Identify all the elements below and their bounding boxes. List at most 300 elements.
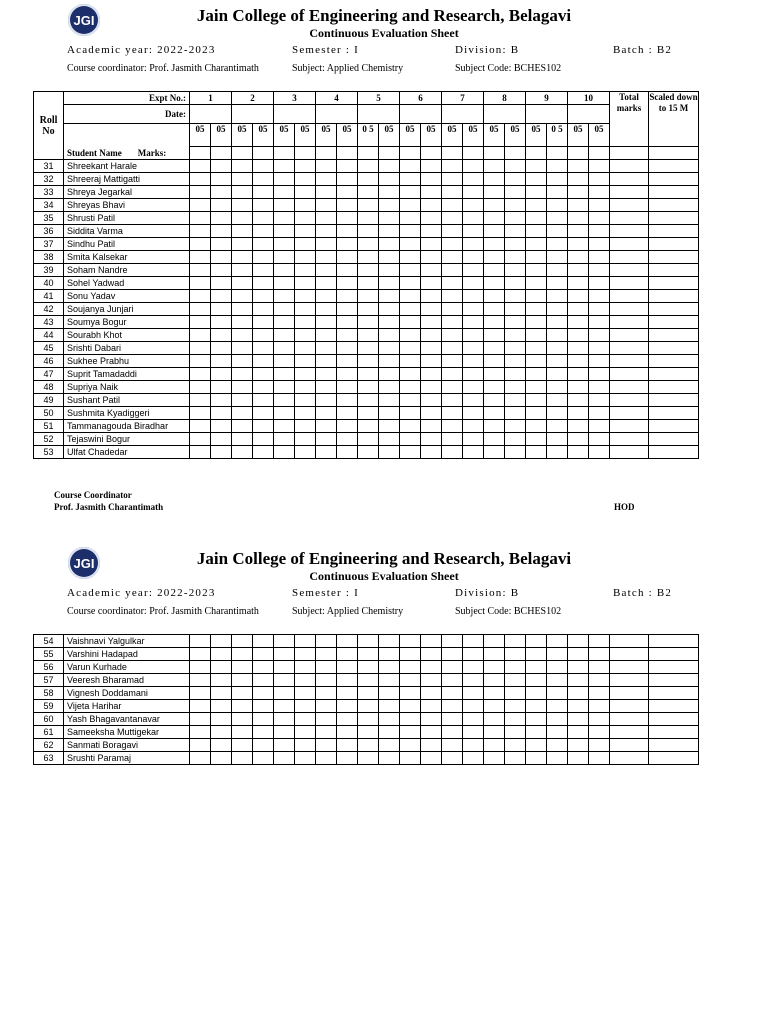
- college-logo: JGI: [68, 4, 100, 36]
- max-marks: 05: [253, 124, 274, 147]
- expt-label: Expt No.:: [64, 92, 190, 105]
- scaled-cell: [649, 355, 699, 368]
- scaled-cell: [649, 160, 699, 173]
- mark-cell: [295, 251, 316, 264]
- mark-cell: [337, 303, 358, 316]
- table-row: [34, 355, 699, 368]
- total-cell: [610, 173, 649, 186]
- mark-cell: [547, 368, 568, 381]
- mark-cell: [526, 251, 547, 264]
- student-name: Sohel Yadwad: [64, 277, 190, 290]
- mark-cell: [463, 173, 484, 186]
- mark-cell: [211, 700, 232, 713]
- table-row: [34, 687, 699, 700]
- mark-cell: [505, 407, 526, 420]
- mark-cell: [442, 687, 463, 700]
- mark-cell: [505, 433, 526, 446]
- mark-cell: [463, 225, 484, 238]
- total-cell: [610, 316, 649, 329]
- table-row: [34, 160, 699, 173]
- mark-cell: [190, 661, 211, 674]
- mark-cell: [442, 147, 463, 160]
- mark-cell: [526, 316, 547, 329]
- mark-cell: [400, 687, 421, 700]
- mark-cell: [232, 726, 253, 739]
- mark-cell: [232, 355, 253, 368]
- scaled-cell: [649, 290, 699, 303]
- mark-cell: [337, 212, 358, 225]
- total-cell: [610, 186, 649, 199]
- mark-cell: [316, 264, 337, 277]
- mark-cell: [442, 407, 463, 420]
- sheet-title: Continuous Evaluation Sheet: [309, 26, 459, 40]
- mark-cell: [526, 238, 547, 251]
- mark-cell: [505, 277, 526, 290]
- date-cell: [526, 105, 568, 124]
- mark-cell: [316, 420, 337, 433]
- division: Division: B: [455, 44, 520, 56]
- mark-cell: [211, 316, 232, 329]
- mark-cell: [463, 199, 484, 212]
- mark-cell: [547, 648, 568, 661]
- mark-cell: [190, 381, 211, 394]
- mark-cell: [589, 342, 610, 355]
- total-cell: [610, 160, 649, 173]
- scaled-cell: [649, 446, 699, 459]
- table-row: [34, 713, 699, 726]
- scaled-cell: [649, 752, 699, 765]
- table-row: [34, 212, 699, 225]
- roll-number: 53: [34, 446, 64, 459]
- mark-cell: [526, 225, 547, 238]
- mark-cell: [442, 433, 463, 446]
- mark-cell: [379, 394, 400, 407]
- student-name: Soumya Bogur: [64, 316, 190, 329]
- mark-cell: [547, 355, 568, 368]
- mark-cell: [232, 446, 253, 459]
- scaled-cell: [649, 277, 699, 290]
- scaled-cell: [649, 674, 699, 687]
- mark-cell: [337, 635, 358, 648]
- mark-cell: [253, 713, 274, 726]
- mark-cell: [442, 381, 463, 394]
- mark-cell: [316, 407, 337, 420]
- total-cell: [610, 303, 649, 316]
- mark-cell: [589, 381, 610, 394]
- mark-cell: [379, 648, 400, 661]
- mark-cell: [400, 739, 421, 752]
- mark-cell: [442, 199, 463, 212]
- mark-cell: [253, 277, 274, 290]
- mark-cell: [211, 355, 232, 368]
- mark-cell: [295, 186, 316, 199]
- mark-cell: [316, 316, 337, 329]
- mark-cell: [295, 264, 316, 277]
- mark-cell: [295, 635, 316, 648]
- scaled-header: Scaled down to 15 M: [649, 92, 699, 147]
- mark-cell: [316, 739, 337, 752]
- mark-cell: [484, 251, 505, 264]
- total-cell: [610, 407, 649, 420]
- mark-cell: [484, 238, 505, 251]
- max-marks: 05: [526, 124, 547, 147]
- mark-cell: [568, 446, 589, 459]
- mark-cell: [589, 264, 610, 277]
- table-row: [34, 446, 699, 459]
- mark-cell: [337, 225, 358, 238]
- mark-cell: [316, 355, 337, 368]
- mark-cell: [589, 238, 610, 251]
- mark-cell: [568, 238, 589, 251]
- mark-cell: [568, 199, 589, 212]
- mark-cell: [421, 635, 442, 648]
- date-cell: [316, 105, 358, 124]
- mark-cell: [232, 713, 253, 726]
- max-marks: 05: [421, 124, 442, 147]
- mark-cell: [253, 394, 274, 407]
- mark-cell: [547, 342, 568, 355]
- mark-cell: [463, 329, 484, 342]
- mark-cell: [211, 147, 232, 160]
- mark-cell: [295, 407, 316, 420]
- mark-cell: [400, 648, 421, 661]
- mark-cell: [358, 433, 379, 446]
- mark-cell: [337, 739, 358, 752]
- evaluation-table-2: [33, 634, 699, 765]
- mark-cell: [379, 160, 400, 173]
- mark-cell: [295, 238, 316, 251]
- mark-cell: [379, 635, 400, 648]
- scaled-cell: [649, 147, 699, 160]
- mark-cell: [547, 752, 568, 765]
- mark-cell: [379, 420, 400, 433]
- total-cell: [610, 661, 649, 674]
- mark-cell: [505, 394, 526, 407]
- mark-cell: [190, 277, 211, 290]
- mark-cell: [337, 687, 358, 700]
- mark-cell: [547, 186, 568, 199]
- subject: Subject: Applied Chemistry: [292, 63, 404, 74]
- mark-cell: [484, 290, 505, 303]
- mark-cell: [463, 290, 484, 303]
- mark-cell: [274, 251, 295, 264]
- mark-cell: [337, 661, 358, 674]
- mark-cell: [526, 687, 547, 700]
- mark-cell: [421, 186, 442, 199]
- mark-cell: [316, 342, 337, 355]
- mark-cell: [337, 173, 358, 186]
- total-cell: [610, 225, 649, 238]
- mark-cell: [211, 173, 232, 186]
- mark-cell: [379, 368, 400, 381]
- total-cell: [610, 713, 649, 726]
- mark-cell: [337, 381, 358, 394]
- mark-cell: [526, 277, 547, 290]
- mark-cell: [211, 661, 232, 674]
- mark-cell: [547, 726, 568, 739]
- mark-cell: [589, 739, 610, 752]
- roll-number: 52: [34, 433, 64, 446]
- expt-number: 1: [190, 92, 232, 105]
- mark-cell: [190, 238, 211, 251]
- mark-cell: [526, 446, 547, 459]
- mark-cell: [316, 368, 337, 381]
- student-name: Srishti Dabari: [64, 342, 190, 355]
- mark-cell: [463, 635, 484, 648]
- subject: Subject: Applied Chemistry: [292, 606, 404, 617]
- mark-cell: [442, 661, 463, 674]
- mark-cell: [547, 199, 568, 212]
- table-row: [34, 173, 699, 186]
- mark-cell: [589, 303, 610, 316]
- mark-cell: [442, 420, 463, 433]
- roll-number: 33: [34, 186, 64, 199]
- mark-cell: [442, 635, 463, 648]
- mark-cell: [253, 355, 274, 368]
- mark-cell: [337, 264, 358, 277]
- mark-cell: [337, 342, 358, 355]
- scaled-cell: [649, 661, 699, 674]
- roll-number: 50: [34, 407, 64, 420]
- mark-cell: [316, 648, 337, 661]
- mark-cell: [463, 381, 484, 394]
- course-coordinator: Course coordinator: Prof. Jasmith Charantimath: [67, 606, 259, 617]
- student-name: Shreyas Bhavi: [64, 199, 190, 212]
- mark-cell: [526, 160, 547, 173]
- student-name: Sonu Yadav: [64, 290, 190, 303]
- mark-cell: [211, 368, 232, 381]
- mark-cell: [190, 212, 211, 225]
- scaled-cell: [649, 212, 699, 225]
- mark-cell: [253, 433, 274, 446]
- mark-cell: [400, 199, 421, 212]
- mark-cell: [400, 674, 421, 687]
- roll-number: 41: [34, 290, 64, 303]
- roll-number: 39: [34, 264, 64, 277]
- mark-cell: [190, 368, 211, 381]
- mark-cell: [253, 316, 274, 329]
- student-name: Tejaswini Bogur: [64, 433, 190, 446]
- mark-cell: [274, 648, 295, 661]
- subject-code: Subject Code: BCHES102: [455, 606, 562, 617]
- mark-cell: [211, 342, 232, 355]
- max-marks: 05: [505, 124, 526, 147]
- table-row: [34, 238, 699, 251]
- mark-cell: [442, 752, 463, 765]
- mark-cell: [232, 290, 253, 303]
- mark-cell: [400, 635, 421, 648]
- scaled-cell: [649, 700, 699, 713]
- mark-cell: [379, 316, 400, 329]
- student-name: Siddita Varma: [64, 225, 190, 238]
- mark-cell: [295, 303, 316, 316]
- mark-cell: [442, 316, 463, 329]
- student-name: Srushti Paramaj: [64, 752, 190, 765]
- mark-cell: [442, 173, 463, 186]
- mark-cell: [274, 381, 295, 394]
- mark-cell: [568, 726, 589, 739]
- mark-cell: [295, 433, 316, 446]
- mark-cell: [358, 329, 379, 342]
- student-name: Vaishnavi Yalgulkar: [64, 635, 190, 648]
- mark-cell: [316, 199, 337, 212]
- mark-cell: [211, 251, 232, 264]
- mark-cell: [358, 238, 379, 251]
- mark-cell: [337, 355, 358, 368]
- mark-cell: [568, 713, 589, 726]
- mark-cell: [316, 277, 337, 290]
- mark-cell: [505, 212, 526, 225]
- student-name: Sushant Patil: [64, 394, 190, 407]
- mark-cell: [547, 739, 568, 752]
- mark-cell: [547, 238, 568, 251]
- mark-cell: [463, 433, 484, 446]
- mark-cell: [400, 173, 421, 186]
- evaluation-table-1: [33, 91, 699, 459]
- mark-cell: [379, 186, 400, 199]
- total-cell: [610, 342, 649, 355]
- table-row: [34, 433, 699, 446]
- mark-cell: [211, 303, 232, 316]
- mark-cell: [379, 713, 400, 726]
- roll-number: 46: [34, 355, 64, 368]
- mark-cell: [190, 316, 211, 329]
- roll-number: 63: [34, 752, 64, 765]
- roll-number: 48: [34, 381, 64, 394]
- mark-cell: [463, 713, 484, 726]
- batch: Batch : B2: [613, 587, 673, 599]
- mark-cell: [421, 739, 442, 752]
- mark-cell: [358, 446, 379, 459]
- scaled-cell: [649, 329, 699, 342]
- mark-cell: [190, 147, 211, 160]
- mark-cell: [463, 674, 484, 687]
- mark-cell: [358, 277, 379, 290]
- mark-cell: [379, 173, 400, 186]
- expt-number: 9: [526, 92, 568, 105]
- mark-cell: [526, 661, 547, 674]
- mark-cell: [253, 661, 274, 674]
- mark-cell: [547, 225, 568, 238]
- mark-cell: [421, 381, 442, 394]
- mark-cell: [421, 225, 442, 238]
- coordinator-signature: [54, 489, 163, 513]
- mark-cell: [337, 648, 358, 661]
- mark-cell: [295, 446, 316, 459]
- mark-cell: [211, 713, 232, 726]
- mark-cell: [253, 199, 274, 212]
- mark-cell: [295, 394, 316, 407]
- mark-cell: [505, 303, 526, 316]
- mark-cell: [484, 264, 505, 277]
- mark-cell: [232, 394, 253, 407]
- table-row: [34, 277, 699, 290]
- mark-cell: [463, 316, 484, 329]
- mark-cell: [547, 394, 568, 407]
- mark-cell: [463, 160, 484, 173]
- mark-cell: [295, 290, 316, 303]
- mark-cell: [484, 355, 505, 368]
- mark-cell: [274, 407, 295, 420]
- mark-cell: [568, 368, 589, 381]
- mark-cell: [463, 212, 484, 225]
- mark-cell: [253, 752, 274, 765]
- mark-cell: [316, 394, 337, 407]
- mark-cell: [337, 420, 358, 433]
- mark-cell: [190, 173, 211, 186]
- mark-cell: [568, 433, 589, 446]
- mark-cell: [337, 199, 358, 212]
- mark-cell: [232, 674, 253, 687]
- mark-cell: [484, 420, 505, 433]
- mark-cell: [400, 713, 421, 726]
- mark-cell: [547, 381, 568, 394]
- mark-cell: [274, 420, 295, 433]
- mark-cell: [568, 420, 589, 433]
- mark-cell: [589, 225, 610, 238]
- mark-cell: [442, 186, 463, 199]
- mark-cell: [232, 212, 253, 225]
- mark-cell: [295, 277, 316, 290]
- student-name: Sushmita Kyadiggeri: [64, 407, 190, 420]
- mark-cell: [358, 147, 379, 160]
- mark-cell: [358, 355, 379, 368]
- mark-cell: [526, 407, 547, 420]
- mark-cell: [505, 264, 526, 277]
- total-cell: [610, 329, 649, 342]
- mark-cell: [589, 394, 610, 407]
- mark-cell: [463, 661, 484, 674]
- mark-cell: [253, 173, 274, 186]
- mark-cell: [295, 648, 316, 661]
- roll-header: Roll No: [34, 92, 64, 160]
- mark-cell: [400, 212, 421, 225]
- max-marks: 05: [400, 124, 421, 147]
- mark-cell: [211, 160, 232, 173]
- mark-cell: [379, 342, 400, 355]
- scaled-cell: [649, 303, 699, 316]
- mark-cell: [484, 739, 505, 752]
- mark-cell: [589, 186, 610, 199]
- mark-cell: [232, 199, 253, 212]
- mark-cell: [274, 277, 295, 290]
- mark-cell: [589, 661, 610, 674]
- mark-cell: [400, 160, 421, 173]
- mark-cell: [484, 173, 505, 186]
- mark-cell: [505, 290, 526, 303]
- college-name: Jain College of Engineering and Research, Belagavi: [196, 549, 572, 568]
- mark-cell: [379, 407, 400, 420]
- mark-cell: [505, 635, 526, 648]
- date-cell: [442, 105, 484, 124]
- mark-cell: [484, 674, 505, 687]
- mark-cell: [190, 160, 211, 173]
- student-name: Supriya Naik: [64, 381, 190, 394]
- max-marks: 05: [274, 124, 295, 147]
- mark-cell: [442, 277, 463, 290]
- mark-cell: [589, 329, 610, 342]
- mark-cell: [484, 277, 505, 290]
- mark-cell: [421, 368, 442, 381]
- scaled-cell: [649, 342, 699, 355]
- mark-cell: [463, 147, 484, 160]
- mark-cell: [232, 368, 253, 381]
- mark-cell: [568, 173, 589, 186]
- mark-cell: [442, 342, 463, 355]
- mark-cell: [400, 700, 421, 713]
- mark-cell: [190, 752, 211, 765]
- student-name: Yash Bhagavantanavar: [64, 713, 190, 726]
